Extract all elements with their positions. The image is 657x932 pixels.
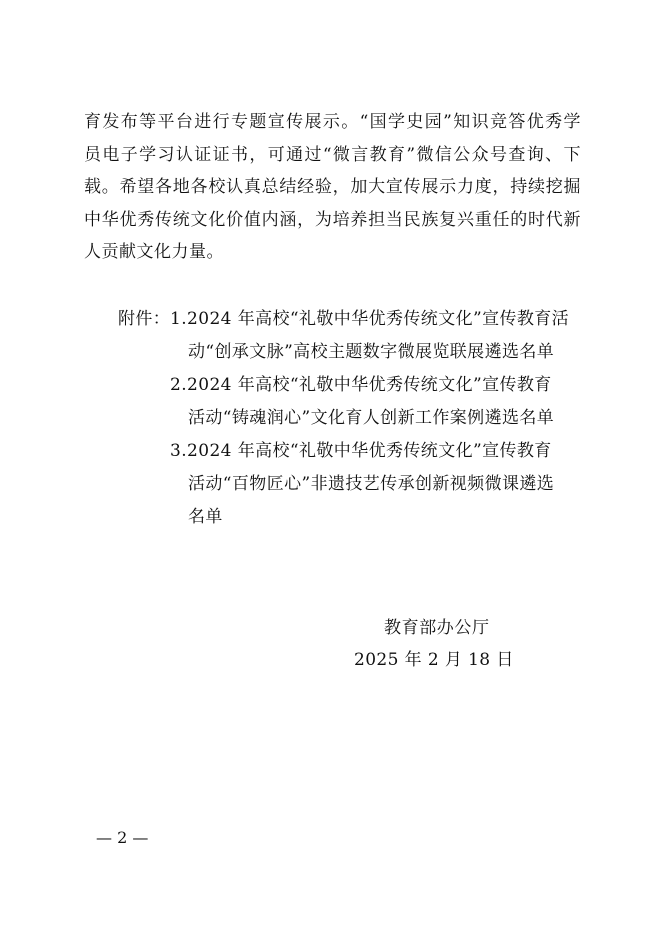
attachment-title: 2024 年高校“礼敬中华优秀传统文化”宣传教育 xyxy=(187,375,552,395)
attachment-title-continuation: 动“创承文脉”高校主题数字微展览联展遴选名单 xyxy=(188,342,555,362)
attachment-item-3 xyxy=(118,435,588,468)
attachment-item-1 xyxy=(118,303,588,336)
attachment-item-2 xyxy=(118,369,588,402)
attachment-number: 1. xyxy=(170,309,188,329)
attachment-title-continuation: 活动“铸魂润心”文化育人创新工作案例遴选名单 xyxy=(188,408,555,428)
body-paragraph xyxy=(84,106,584,269)
paragraph-line: 中华优秀传统文化价值内涵，为培养担当民族复兴重任的时代新 xyxy=(84,209,581,230)
paragraph-line: 载。希望各地各校认真总结经验，加大宣传展示力度，持续挖掘 xyxy=(84,177,581,197)
issuing-organization: 教育部办公厅 xyxy=(384,618,490,638)
paragraph-line: 员电子学习认证证书，可通过“微言教育”微信公众号查询、下 xyxy=(84,144,581,165)
paragraph-line: 育发布等平台进行专题宣传展示。“国学史园”知识竞答优秀学 xyxy=(84,112,581,132)
paragraph-line: 人贡献文化力量。 xyxy=(84,242,224,262)
signature-block xyxy=(354,612,554,676)
attachment-list xyxy=(118,303,588,534)
attachment-title: 2024 年高校“礼敬中华优秀传统文化”宣传教育活 xyxy=(187,309,570,329)
attachment-title-continuation: 活动“百物匠心”非遗技艺传承创新视频微课遴选 xyxy=(188,474,555,494)
attachment-number: 3. xyxy=(170,441,188,461)
page-number: — 2 — xyxy=(96,828,149,847)
attachment-number: 2. xyxy=(170,375,188,395)
issue-date: 2025 年 2 月 18 日 xyxy=(354,650,514,670)
attachment-title-continuation: 名单 xyxy=(188,507,223,527)
attachment-title: 2024 年高校“礼敬中华优秀传统文化”宣传教育 xyxy=(187,441,552,461)
attachment-label: 附件： xyxy=(118,309,171,329)
